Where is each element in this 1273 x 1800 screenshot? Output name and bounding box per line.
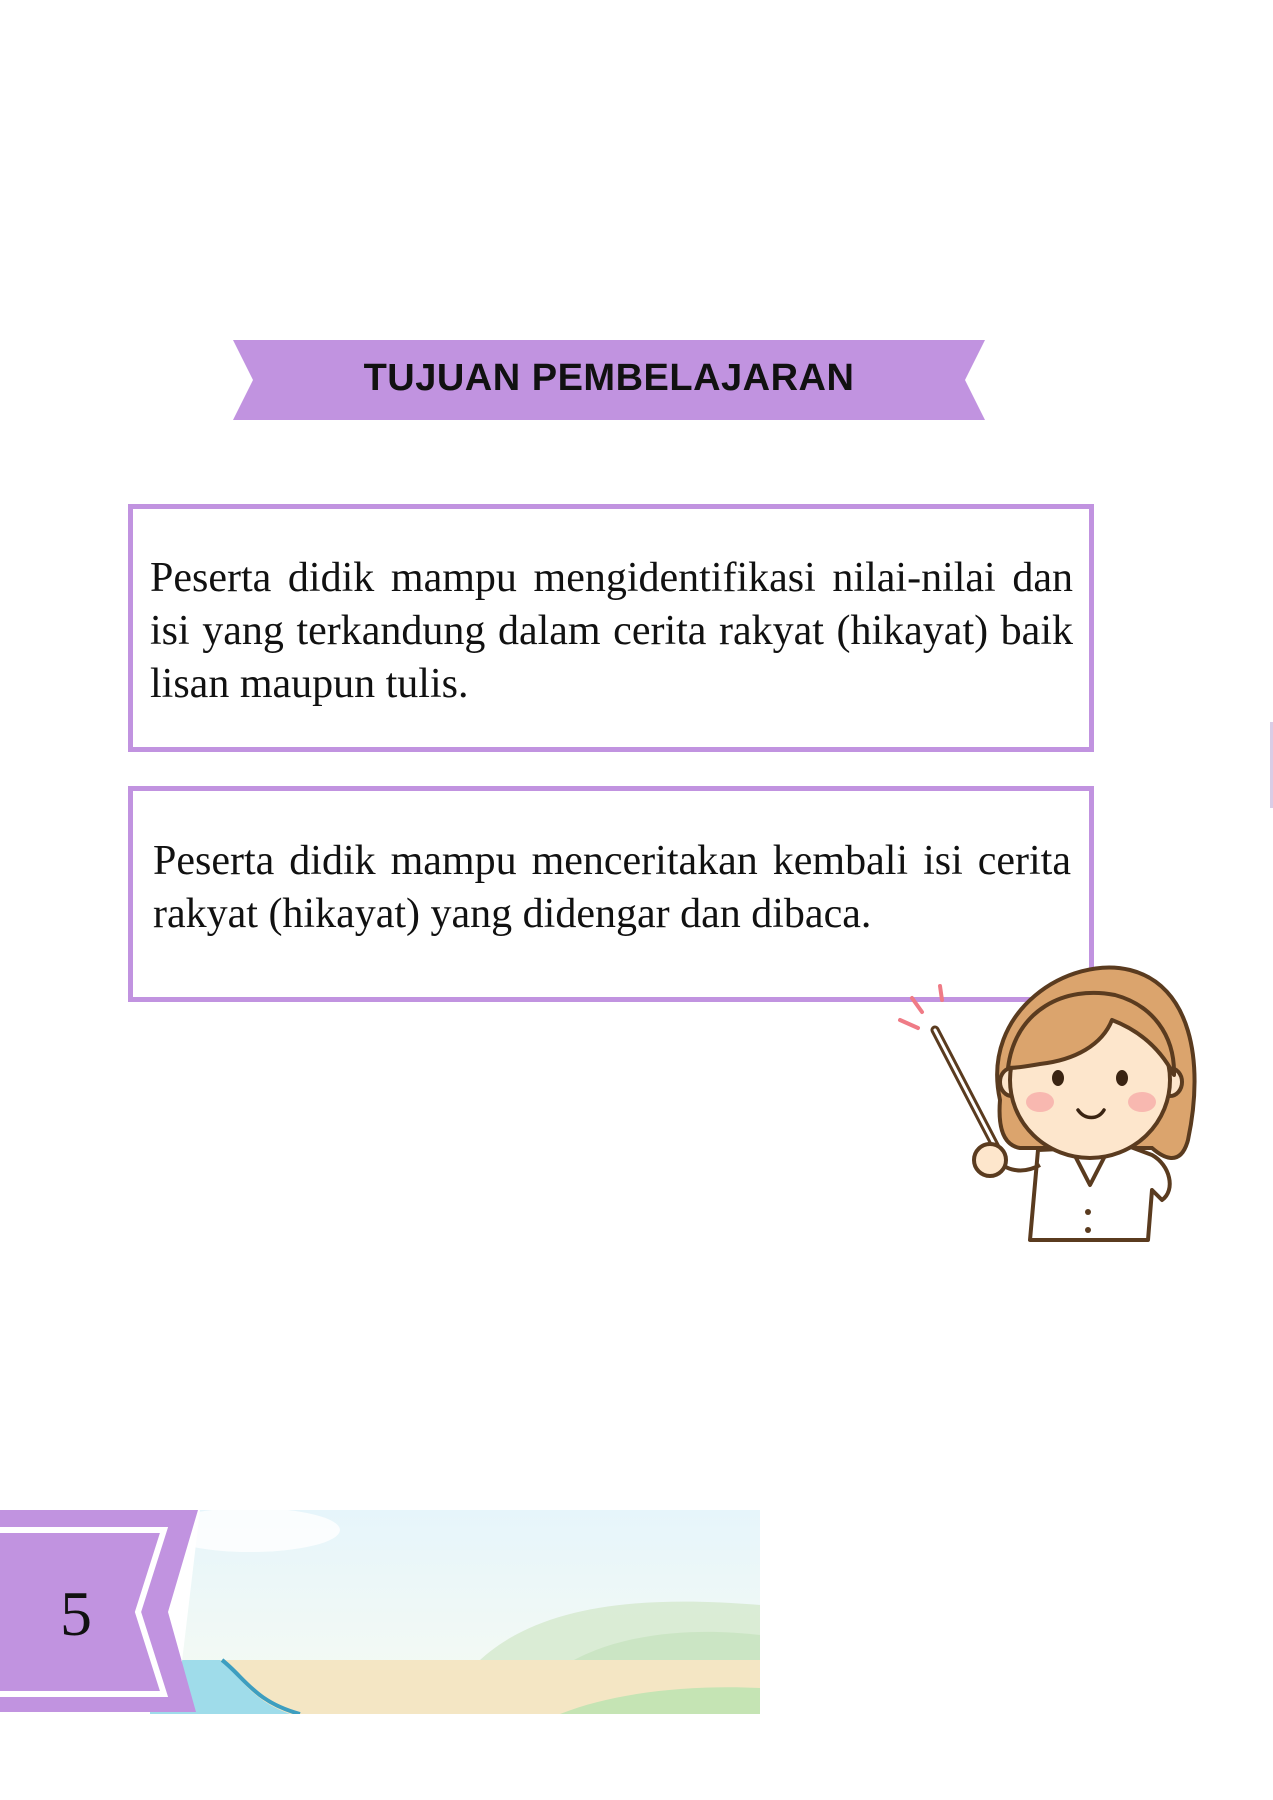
learning-goal-box bbox=[128, 504, 1094, 752]
page-title: TUJUAN PEMBELAJARAN bbox=[363, 356, 855, 399]
footer-beach-scene bbox=[0, 1510, 760, 1714]
learning-goal-text: Peserta didik mampu mengidentifikasi nilai-nilai dan isi yang terkandung dalam cerita rakyat (hikayat) baik lisan maupun tulis. bbox=[150, 555, 1073, 707]
learning-goal-text: Peserta didik mampu menceritakan kembali isi cerita rakyat (hikayat) yang didengar dan dibaca. bbox=[153, 838, 1071, 937]
teacher-pointing-illustration bbox=[890, 950, 1210, 1250]
page-number: 5 bbox=[60, 1578, 92, 1649]
title-ribbon bbox=[233, 336, 985, 420]
